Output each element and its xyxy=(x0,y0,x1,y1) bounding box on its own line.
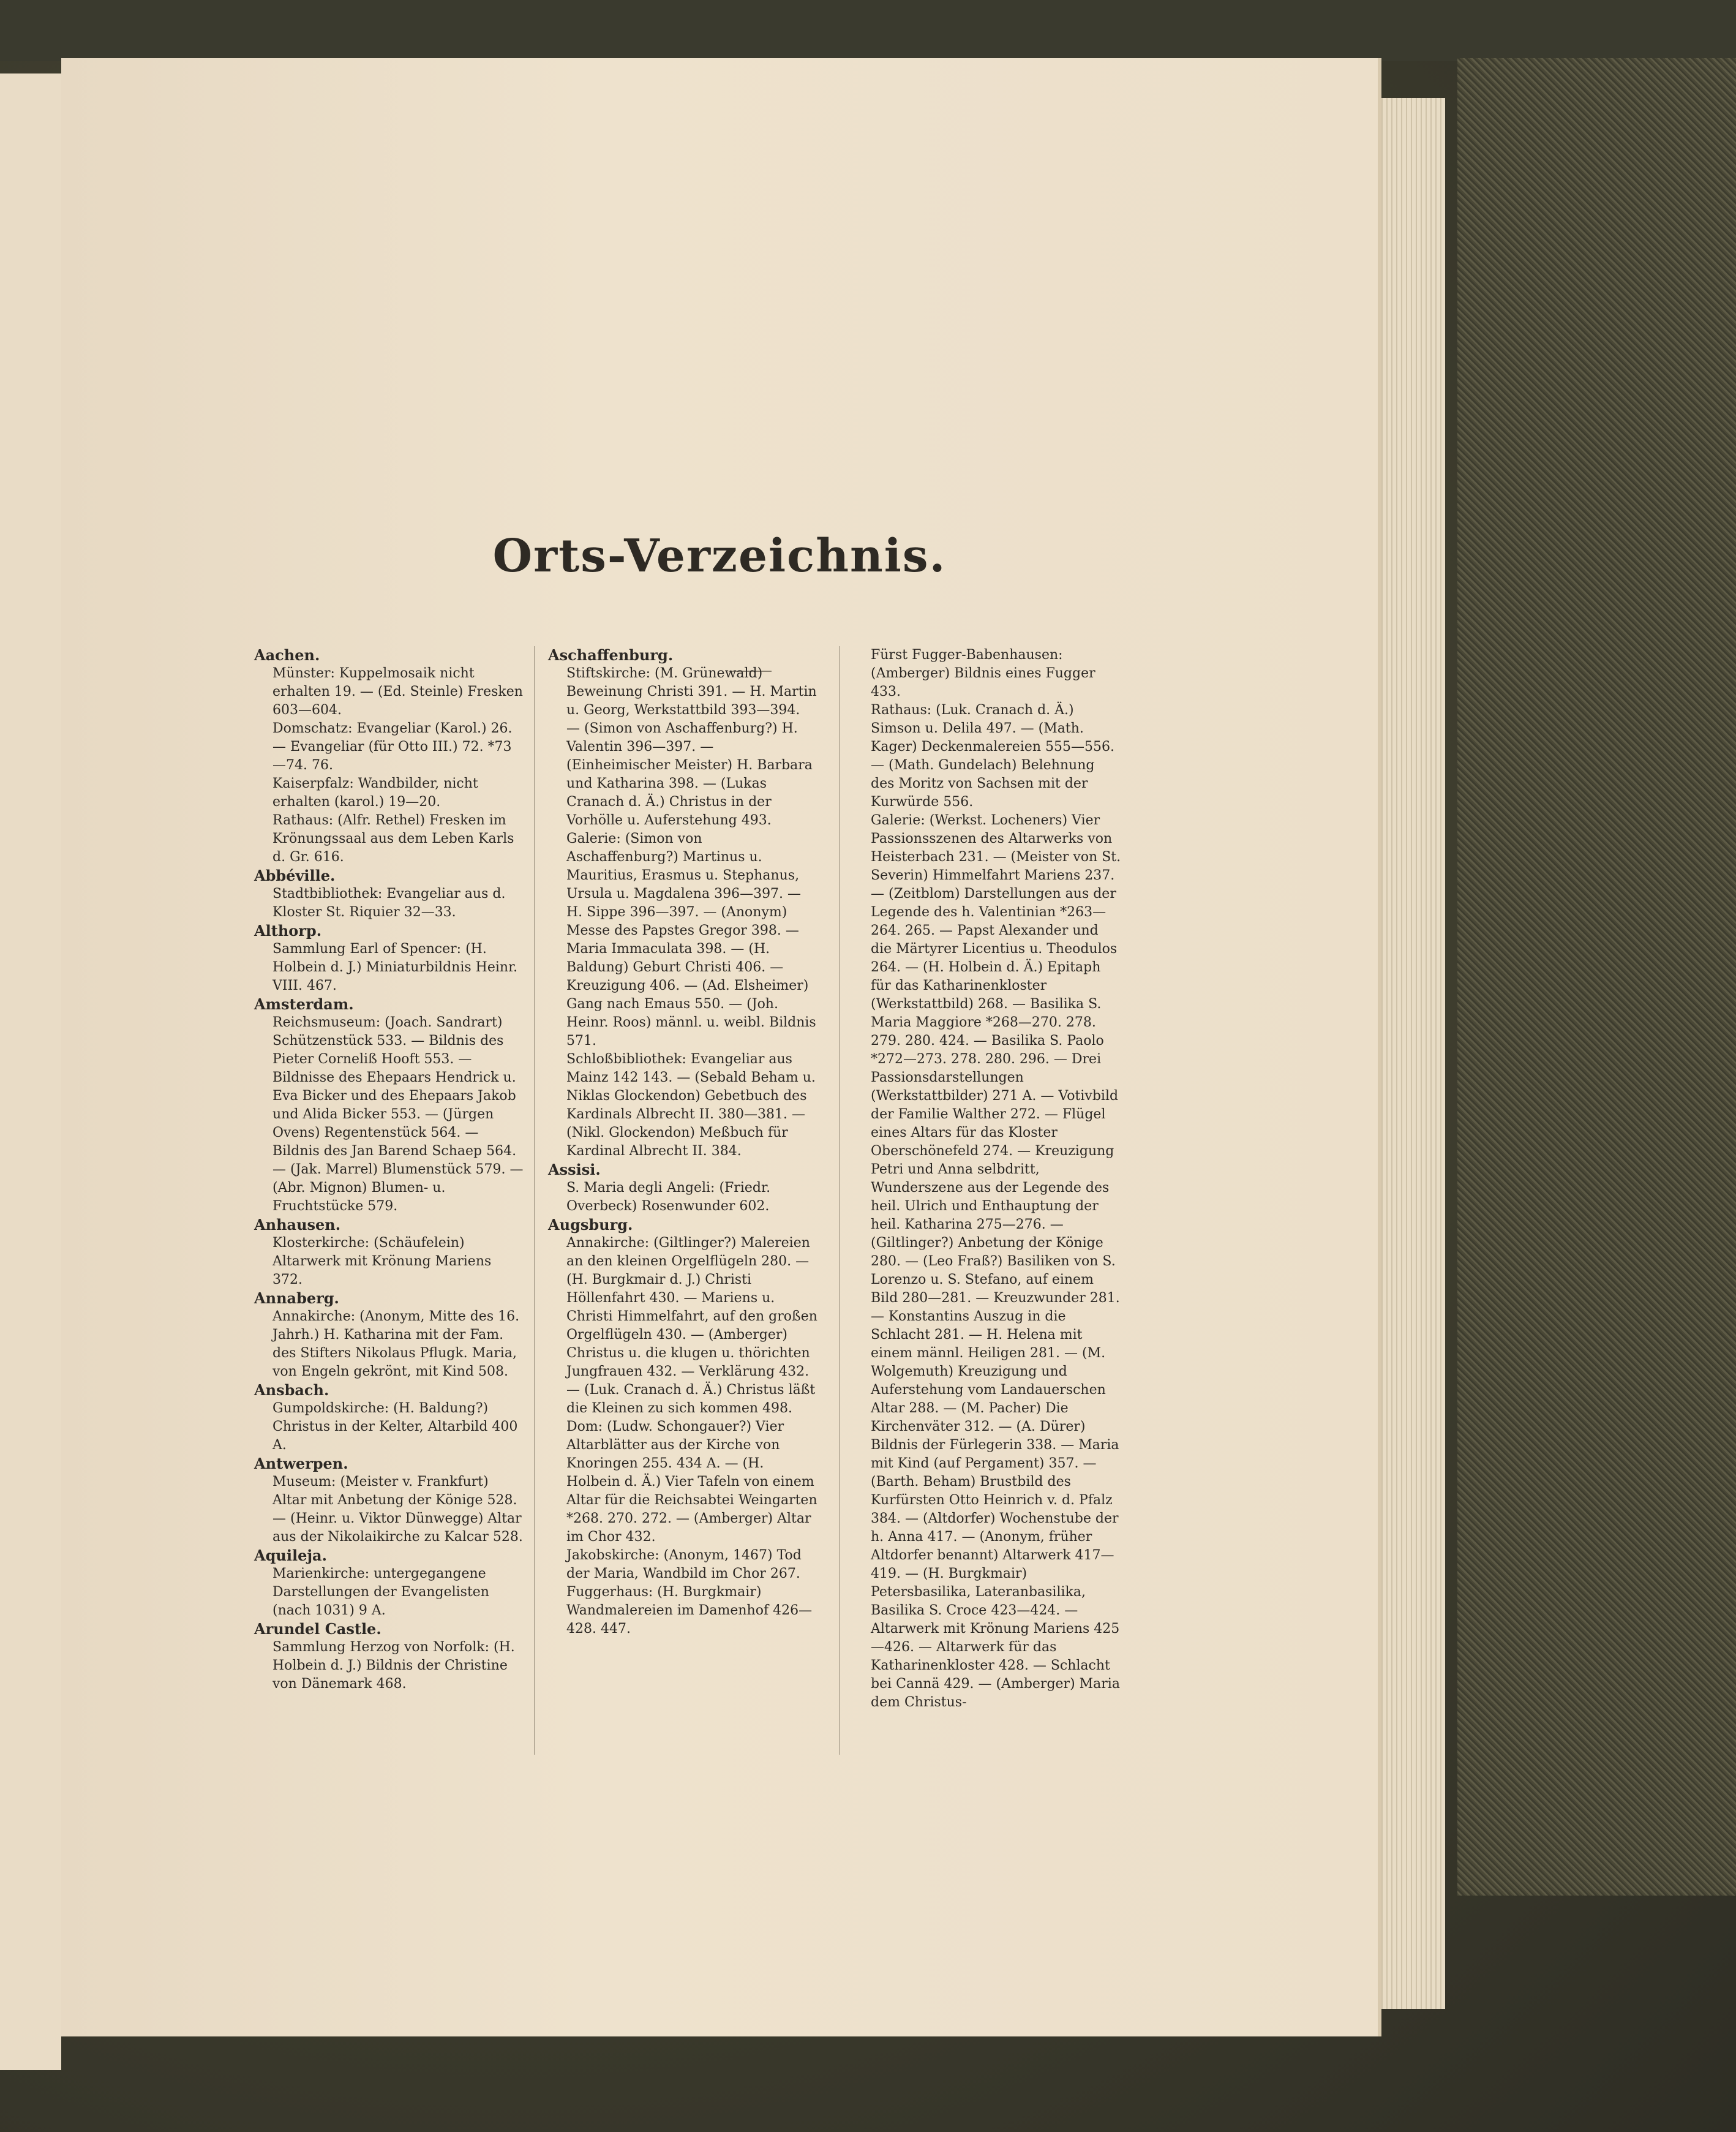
index-entry: Reichsmuseum: (Joach. Sandrart) Schützenstück 533. — Bildnis des Pieter Corneliß Hooft 553. — Bildnisse des Ehepaars Hendrick u. Eva Bicker und des Ehepaars Jakob und Alida Bicker 553. — (Jürgen Ovens) Regentenstück 564. — Bildnis des Jan Barend Schaep 564. — (Jak. Marrel) Blumenstück 579. — (Abr. Mignon) Blumen- u. Fruchtstücke 579. xyxy=(272,1015,524,1214)
index-entry: Klosterkirche: (Schäufelein) Altarwerk mit Krönung Mariens 372. xyxy=(272,1235,492,1287)
page-edges xyxy=(1378,98,1445,2009)
index-entry: Domschatz: Evangeliar (Karol.) 26. — Evangeliar (für Otto III.) 72. *73—74. 76. xyxy=(272,721,513,773)
place-heading: Augsburg. xyxy=(548,1216,633,1234)
place-heading: Aquileja. xyxy=(254,1546,327,1564)
place-heading: Althorp. xyxy=(254,922,322,940)
column-separator xyxy=(839,646,840,1755)
index-entry: Rathaus: (Alfr. Rethel) Fresken im Krönungssaal aus dem Leben Karls d. Gr. 616. xyxy=(272,813,514,865)
cover-edge xyxy=(1457,58,1736,1896)
place-heading: Abbéville. xyxy=(254,867,336,884)
place-heading: Ansbach. xyxy=(254,1381,329,1399)
index-entry: Kaiserpfalz: Wandbilder, nicht erhalten (karol.) 19—20. xyxy=(272,776,478,810)
index-entry: Fürst Fugger-Babenhausen: (Amberger) Bildnis eines Fugger 433. xyxy=(871,647,1095,699)
index-column-2 xyxy=(548,646,817,1638)
place-heading: Annaberg. xyxy=(254,1289,339,1307)
index-entry: Rathaus: (Luk. Cranach d. Ä.) Simson u. Delila 497. — (Math. Kager) Deckenmalereien 555—556. — (Math. Gundelach) Belehnung des Moritz von Sachsen mit der Kurwürde 556. xyxy=(871,703,1115,810)
index-entry: Museum: (Meister v. Frankfurt) Altar mit Anbetung der Könige 528. — (Heinr. u. Viktor Dünwegge) Altar aus der Nikolaikirche zu Kalcar 528. xyxy=(272,1474,523,1545)
index-entry: Dom: (Ludw. Schongauer?) Vier Altarblätter aus der Kirche von Knoringen 255. 434 A. — (H. Holbein d. Ä.) Vier Tafeln von einem Altar für die Reichsabtei Weingarten *268. 270. 272. — (Amberger) Altar im Chor 432. xyxy=(566,1419,817,1545)
column-separator xyxy=(534,646,535,1755)
index-entry: Galerie: (Simon von Aschaffenburg?) Martinus u. Mauritius, Erasmus u. Stephanus, Ursula u. Magdalena 396—397. — H. Sippe 396—397. — (Anonym) Messe des Papstes Gregor 398. — Maria Immaculata 398. — (H. Baldung) Geburt Christi 406. — Kreuzigung 406. — (Ad. Elsheimer) Gang nach Emaus 550. — (Joh. Heinr. Roos) männl. u. weibl. Bildnis 571. xyxy=(566,831,816,1049)
index-entry: Marienkirche: untergegangene Darstellungen der Evangelisten (nach 1031) 9 A. xyxy=(272,1566,489,1618)
place-heading: Amsterdam. xyxy=(254,995,354,1013)
place-heading: Assisi. xyxy=(548,1161,601,1178)
index-entry: Galerie: (Werkst. Locheners) Vier Passionsszenen des Altarwerks von Heisterbach 231. — (Meister von St. Severin) Himmelfahrt Mariens 237. — (Zeitblom) Darstellungen aus der Legende des h. Valentinian *263—264. 265. — Papst Alexander und die Märtyrer Licentius u. Theodulos 264. — (H. Holbein d. Ä.) Epitaph für das Katharinenkloster (Werkstattbild) 268. — Basilika S. Maria Maggiore *268—270. 278. 279. 280. 424. — Basilika S. Paolo *272—273. 278. 280. 296. — Drei Passionsdarstellungen (Werkstattbilder) 271 A. — Votivbild der Familie Walther 272. — Flügel eines Altars für das Kloster Oberschönefeld 274. — Kreuzigung Petri und Anna selbdritt, Wunderszene aus der Legende des heil. Ulrich und Enthauptung der heil. Katharina 275—276. — (Giltlinger?) Anbetung der Könige 280. — (Leo Fraß?) Basiliken von S. Lorenzo u. S. Stefano, auf einem Bild 280—281. — Kreuzwunder 281. — Konstantins Auszug in die Schlacht 281. — H. Helena mit einem männl. Heiligen 281. — (M. Wolgemuth) Kreuzigung und Auferstehung vom Landauerschen Altar 288. — (M. Pacher) Die Kirchenväter 312. — (A. Dürer) Bildnis der Fürlegerin 338. — Maria mit Kind (auf Pergament) 357. — (Barth. Beham) Brustbild des Kurfürsten Otto Heinrich v. d. Pfalz 384. — (Altdorfer) Wochenstube der h. Anna 417. — (Anonym, früher Altdorfer benannt) Altarwerk 417—419. — (H. Burgkmair) Petersbasilika, Lateranbasilika, Basilika S. Croce 423—424. — Altarwerk mit Krönung Mariens 425—426. — Altarwerk für das Katharinenkloster 428. — Schlacht bei Cannä 429. — (Amberger) Maria dem Christus- xyxy=(871,813,1121,1710)
index-entry: Sammlung Earl of Spencer: (H. Holbein d. J.) Miniaturbildnis Heinr. VIII. 467. xyxy=(272,941,518,993)
place-heading: Arundel Castle. xyxy=(254,1620,381,1638)
index-entry: Annakirche: (Giltlinger?) Malereien an den kleinen Orgelflügeln 280. — (H. Burgkmair d. J.) Christi Höllenfahrt 430. — Mariens u. Christi Himmelfahrt, auf den großen Orgelflügeln 430. — (Amberger) Christus u. die klugen u. thörichten Jungfrauen 432. — Verklärung 432. — (Luk. Cranach d. Ä.) Christus läßt die Kleinen zu sich kommen 498. xyxy=(566,1235,817,1416)
index-entry: Fuggerhaus: (H. Burgkmair) Wandmalereien im Damenhof 426—428. 447. xyxy=(566,1584,813,1637)
index-entry: Gumpoldskirche: (H. Baldung?) Christus in der Kelter, Altarbild 400 A. xyxy=(272,1401,518,1453)
place-heading: Aschaffenburg. xyxy=(548,646,674,664)
index-entry: S. Maria degli Angeli: (Friedr. Overbeck) Rosenwunder 602. xyxy=(566,1180,771,1214)
index-entry: Stadtbibliothek: Evangeliar aus d. Kloster St. Riquier 32—33. xyxy=(272,886,506,920)
index-entry: Annakirche: (Anonym, Mitte des 16. Jahrh.) H. Katharina mit der Fam. des Stifters Nikolaus Pflugk. Maria, von Engeln gekrönt, mit Kind 508. xyxy=(272,1309,520,1379)
place-heading: Anhausen. xyxy=(254,1216,341,1234)
page-title: Orts-Verzeichnis. xyxy=(492,530,947,582)
index-entry: Sammlung Herzog von Norfolk: (H. Holbein d. J.) Bildnis der Christine von Dänemark 468. xyxy=(272,1640,515,1692)
index-entry: Stiftskirche: (M. Grünewald) Beweinung Christi 391. — H. Martin u. Georg, Werkstattbild 393—394. — (Simon von Aschaffenburg?) H. Valentin 396—397. — (Einheimischer Meister) H. Barbara und Katharina 398. — (Lukas Cranach d. Ä.) Christus in der Vorhölle u. Auferstehung 493. xyxy=(566,666,817,828)
index-column-1 xyxy=(254,646,524,1693)
index-entry: Schloßbibliothek: Evangeliar aus Mainz 142 143. — (Sebald Beham u. Niklas Glockendon) Gebetbuch des Kardinals Albrecht II. 380—381. — (Nikl. Glockendon) Meßbuch für Kardinal Albrecht II. 384. xyxy=(566,1052,816,1159)
index-entry: Münster: Kuppelmosaik nicht erhalten 19. — (Ed. Steinle) Fresken 603—604. xyxy=(272,666,523,718)
index-column-3 xyxy=(852,646,1122,1712)
left-page-edge xyxy=(0,73,61,2070)
place-heading: Antwerpen. xyxy=(254,1455,348,1472)
place-heading: Aachen. xyxy=(254,646,320,664)
index-entry: Jakobskirche: (Anonym, 1467) Tod der Maria, Wandbild im Chor 267. xyxy=(566,1548,802,1581)
